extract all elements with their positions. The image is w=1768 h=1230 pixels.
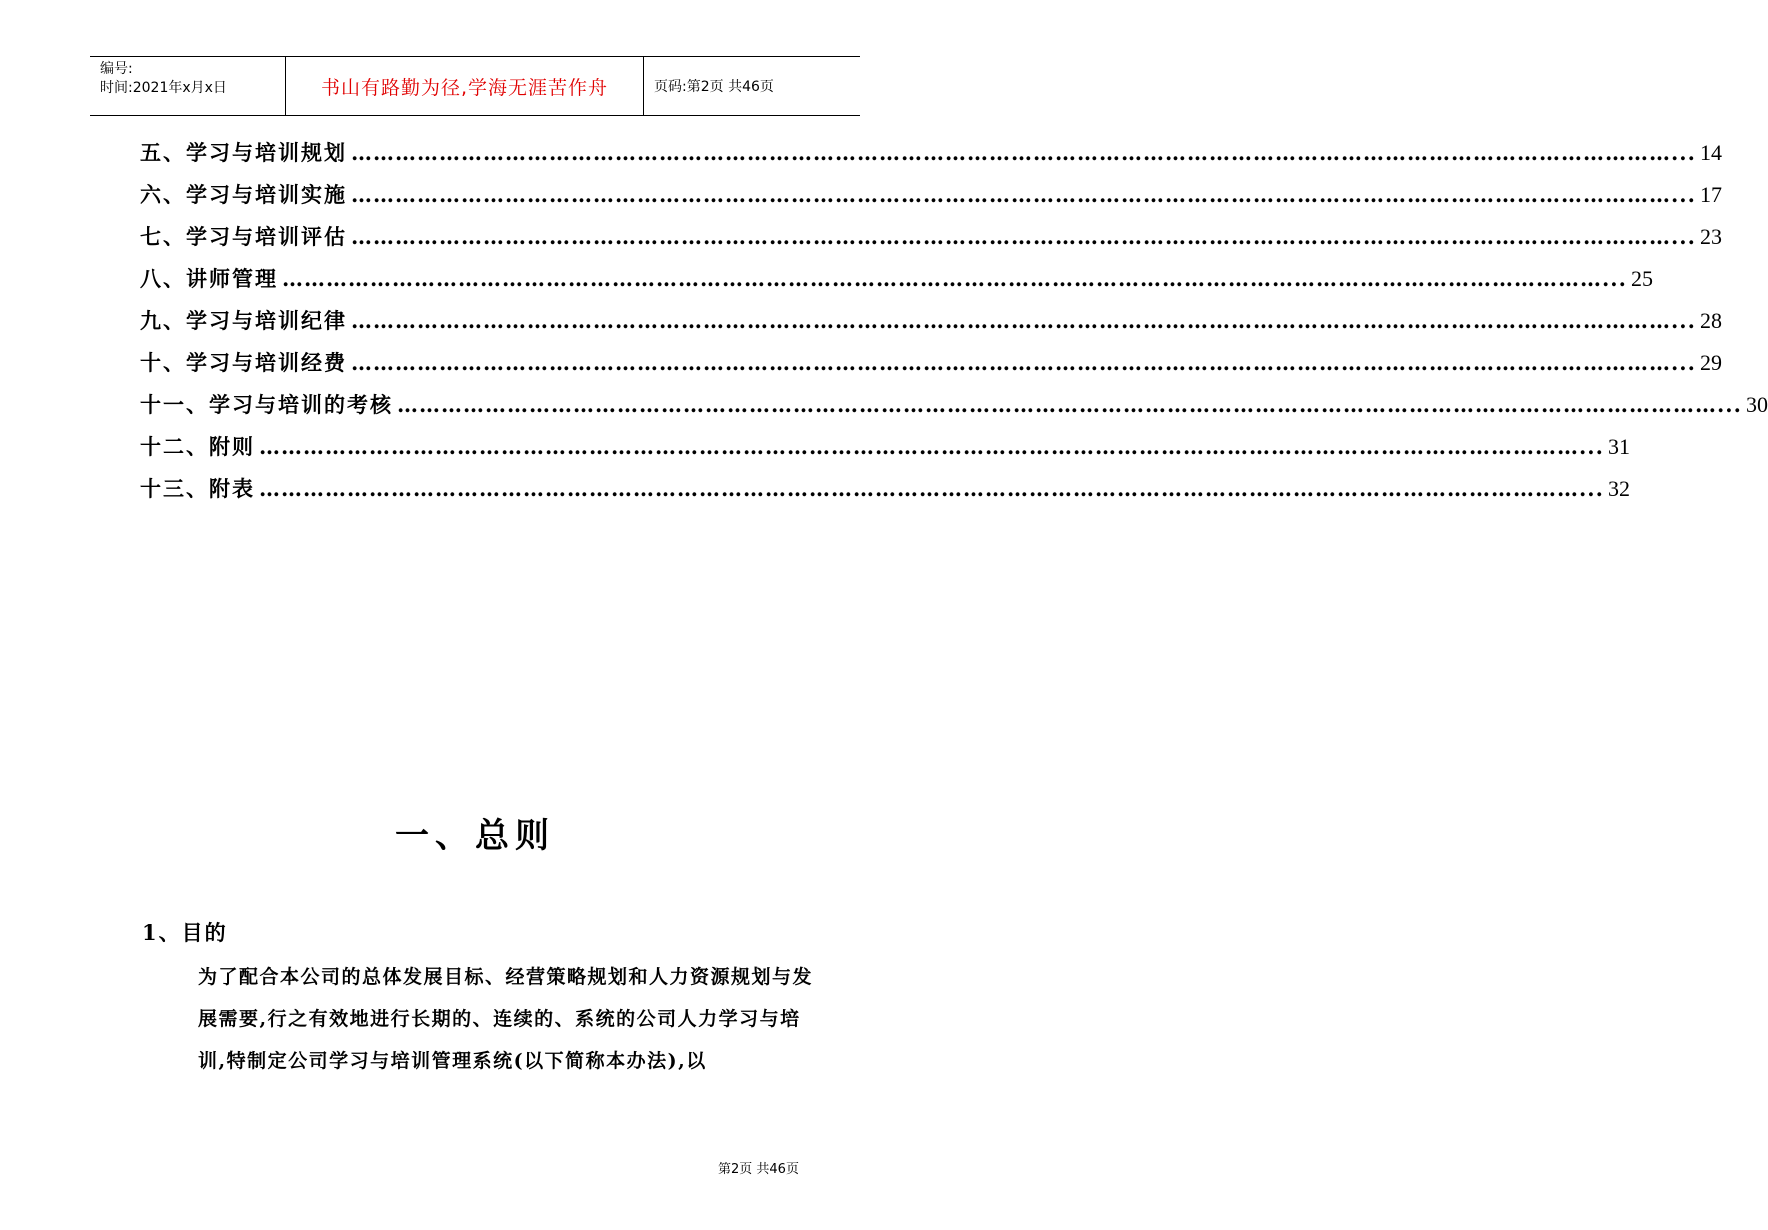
toc-leader: ………………………………………………………………………………………………………………………………………………………………... <box>259 434 1604 459</box>
toc-entry[interactable] <box>140 305 1722 347</box>
toc-entry[interactable] <box>140 473 1630 515</box>
toc-leader: ………………………………………………………………………………………………………………………………………………………………... <box>259 476 1604 501</box>
subsection-title: 1、目的 <box>142 920 228 945</box>
table-of-contents <box>140 137 1768 515</box>
toc-leader: ………………………………………………………………………………………………………………………………………………………………... <box>351 308 1696 333</box>
section-title: 一、总则 <box>395 816 555 856</box>
toc-entry[interactable] <box>140 263 1653 305</box>
toc-entry-title: 六、学习与培训实施 <box>140 182 347 207</box>
toc-entry-title: 十三、附表 <box>140 476 255 501</box>
toc-entry-page: 14 <box>1699 140 1722 165</box>
header-meta <box>90 57 286 115</box>
toc-entry-title: 九、学习与培训纪律 <box>140 308 347 333</box>
toc-entry-page: 29 <box>1699 350 1722 375</box>
toc-entry-title: 十一、学习与培训的考核 <box>140 392 393 417</box>
header-page-info: 页码:第2页 共46页 <box>654 79 774 95</box>
toc-entry[interactable] <box>140 431 1630 473</box>
toc-entry-page: 28 <box>1699 308 1722 333</box>
time-label: 时间:2021年x月x日 <box>100 80 227 96</box>
toc-entry-title: 十、学习与培训经费 <box>140 350 347 375</box>
toc-entry-title: 五、学习与培训规划 <box>140 140 347 165</box>
toc-entry-page: 23 <box>1699 224 1722 249</box>
toc-entry-page: 17 <box>1699 182 1722 207</box>
number-label: 编号: <box>100 61 133 77</box>
toc-entry-page: 31 <box>1607 434 1630 459</box>
header-motto: 书山有路勤为径,学海无涯苦作舟 <box>286 57 644 115</box>
page-header <box>90 56 860 116</box>
toc-entry-title: 八、讲师管理 <box>140 266 278 291</box>
toc-entry-page: 30 <box>1745 392 1768 417</box>
toc-entry[interactable] <box>140 389 1768 431</box>
toc-leader: ………………………………………………………………………………………………………………………………………………………………... <box>397 392 1742 417</box>
toc-leader: ………………………………………………………………………………………………………………………………………………………………... <box>351 224 1696 249</box>
toc-entry[interactable] <box>140 347 1722 389</box>
body-paragraph: 为了配合本公司的总体发展目标、经营策略规划和人力资源规划与发展需要,行之有效地进行长期的、连续的、系统的公司人力学习与培训,特制定公司学习与培训管理系统(以下简称本办法),以 <box>198 966 814 1072</box>
page-footer: 第2页 共46页 <box>718 1162 799 1177</box>
toc-entry[interactable] <box>140 221 1722 263</box>
toc-entry-title: 十二、附则 <box>140 434 255 459</box>
toc-entry-page: 32 <box>1607 476 1630 501</box>
toc-leader: ………………………………………………………………………………………………………………………………………………………………... <box>351 182 1696 207</box>
toc-entry[interactable] <box>140 137 1722 179</box>
toc-leader: ………………………………………………………………………………………………………………………………………………………………... <box>351 140 1696 165</box>
toc-entry-title: 七、学习与培训评估 <box>140 224 347 249</box>
toc-entry[interactable] <box>140 179 1722 221</box>
toc-leader: ………………………………………………………………………………………………………………………………………………………………... <box>282 266 1627 291</box>
toc-leader: ………………………………………………………………………………………………………………………………………………………………... <box>351 350 1696 375</box>
toc-entry-page: 25 <box>1630 266 1653 291</box>
